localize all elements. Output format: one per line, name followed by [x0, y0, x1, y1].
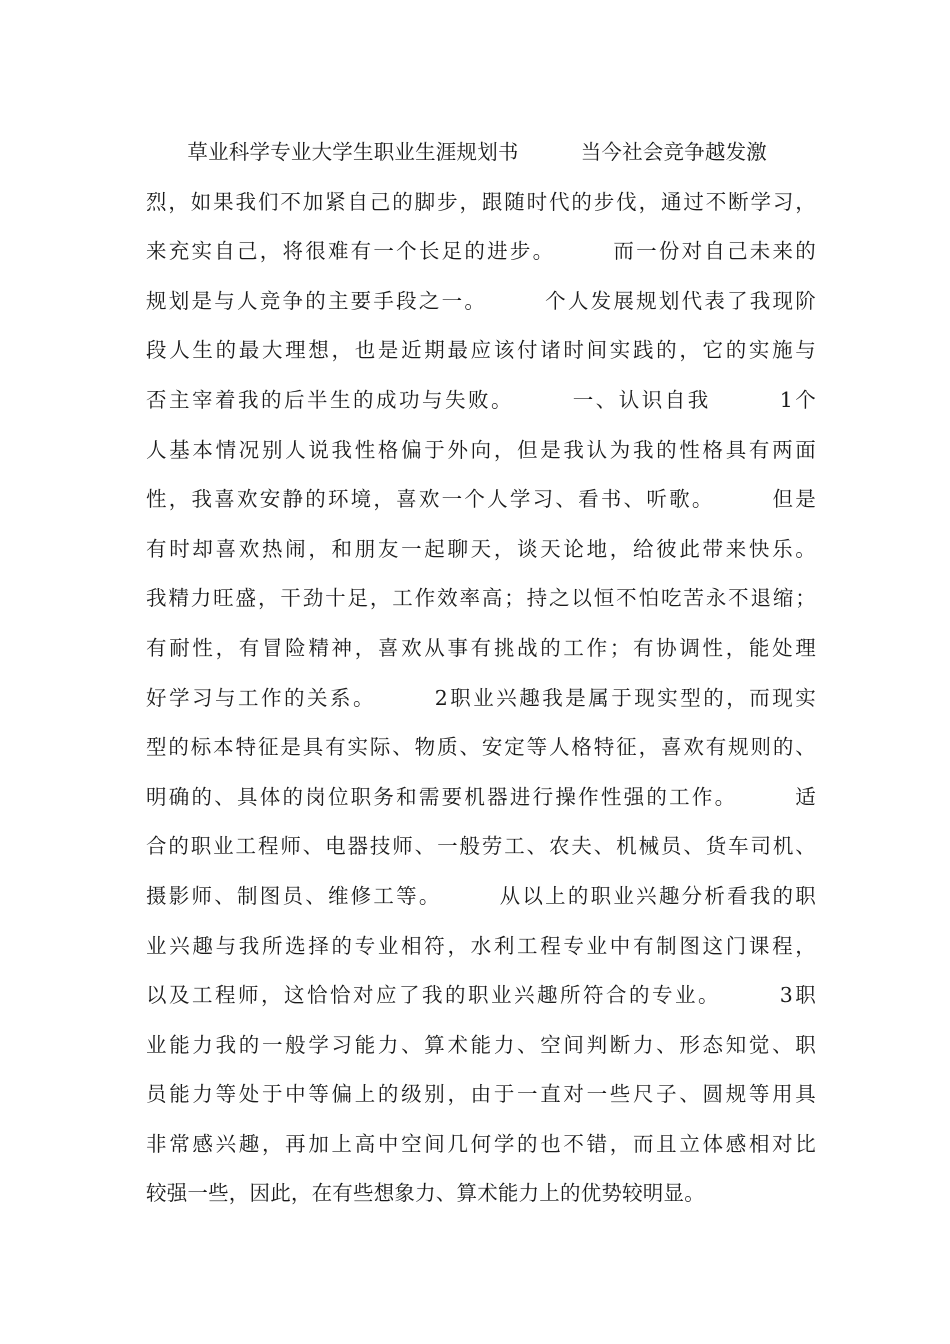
text-line: 合的职业工程师、电器技师、一般劳工、农夫、机械员、货车司机、: [146, 834, 816, 859]
text-line: 好学习与工作的关系。 2职业兴趣我是属于现实型的，而现实: [146, 685, 816, 710]
text-line: 人基本情况别人说我性格偏于外向，但是我认为我的性格具有两面: [146, 437, 816, 462]
text-line: 摄影师、制图员、维修工等。 从以上的职业兴趣分析看我的职: [146, 883, 816, 908]
text-line: 业能力我的一般学习能力、算术能力、空间判断力、形态知觉、职: [146, 1032, 816, 1057]
text-line: 较强一些，因此，在有些想象力、算术能力上的优势较明显。: [146, 1181, 705, 1206]
text-line: 业兴趣与我所选择的专业相符，水利工程专业中有制图这门课程，: [146, 933, 816, 958]
text-line: 型的标本特征是具有实际、物质、安定等人格特征，喜欢有规则的、: [146, 735, 816, 760]
text-line: 非常感兴趣，再加上高中空间几何学的也不错，而且立体感相对比: [146, 1131, 816, 1156]
body-text: [146, 132, 816, 1223]
text-line: 性，我喜欢安静的环境，喜欢一个人学习、看书、听歌。 但是: [146, 487, 816, 512]
text-line: 有耐性，有冒险精神，喜欢从事有挑战的工作；有协调性，能处理: [146, 635, 816, 660]
text-line: 规划是与人竞争的主要手段之一。 个人发展规划代表了我现阶: [146, 288, 816, 313]
text-line: 草业科学专业大学生职业生涯规划书 当今社会竞争越发激: [146, 140, 767, 164]
text-line: 否主宰着我的后半生的成功与失败。 一、认识自我 1个: [146, 387, 816, 412]
text-line: 段人生的最大理想，也是近期最应该付诸时间实践的，它的实施与: [146, 338, 816, 363]
text-line: 以及工程师，这恰恰对应了我的职业兴趣所符合的专业。 3职: [146, 983, 816, 1008]
text-line: 明确的、具体的岗位职务和需要机器进行操作性强的工作。 适: [146, 784, 816, 809]
text-line: 有时却喜欢热闹，和朋友一起聊天，谈天论地，给彼此带来快乐。: [146, 536, 816, 561]
text-line: 烈，如果我们不加紧自己的脚步，跟随时代的步伐，通过不断学习，: [146, 189, 816, 214]
text-line: 来充实自己，将很难有一个长足的进步。 而一份对自己未来的: [146, 239, 816, 264]
text-line: 员能力等处于中等偏上的级别，由于一直对一些尺子、圆规等用具: [146, 1082, 816, 1107]
text-line: 我精力旺盛，干劲十足，工作效率高；持之以恒不怕吃苦永不退缩；: [146, 586, 816, 611]
